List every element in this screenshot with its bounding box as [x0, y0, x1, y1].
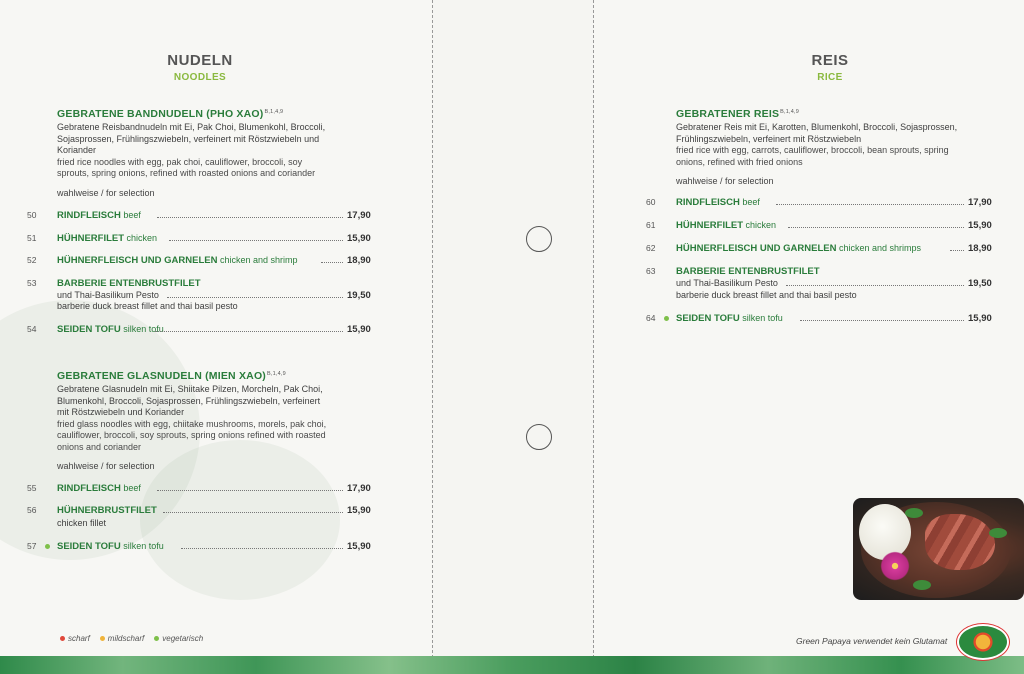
legend-item-scharf: scharf: [60, 634, 90, 643]
section-title-nudeln: NUDELN: [167, 52, 233, 69]
selection-note: wahlweise / for selection: [676, 176, 774, 186]
menu-item-detail: und Thai-Basilikum Pesto: [676, 278, 778, 288]
papaya-icon: [963, 630, 1003, 654]
herb: [913, 580, 931, 590]
menu-item-price-row: 19,50: [27, 290, 377, 302]
menu-item[interactable]: 60 RINDFLEISCH beef 17,90: [646, 197, 992, 208]
green-dot-icon: [154, 636, 159, 641]
dish-title-gebratener-reis: GEBRATENER $REIS^{B,1,4,9}$: [676, 108, 799, 120]
section-subtitle-rice: RICE: [817, 72, 843, 83]
menu-item-detail-en: barberie duck breast fillet and thai basil pesto: [57, 301, 238, 311]
dish-title-mien-xao: GEBRATENE GLASNUDELN (MIEN XAO)$^{B,1,4,9}$: [57, 370, 286, 382]
menu-item[interactable]: 61 HÜHNERFILET chicken 15,90: [646, 220, 992, 231]
menu-item[interactable]: 63 BARBERIE ENTENBRUSTFILET: [646, 266, 820, 277]
menu-item-detail-en: chicken fillet: [57, 518, 107, 528]
menu-item[interactable]: 56 HÜHNERBRUSTFILET 15,90: [27, 505, 371, 516]
left-page: [0, 0, 432, 674]
legend-item-mildscharf: mildscharf: [100, 634, 144, 643]
section-subtitle-noodles: NOODLES: [173, 72, 227, 83]
menu-item-detail-en: barberie duck breast fillet and thai basil pesto: [676, 290, 857, 300]
vegetarian-dot-icon: [664, 316, 669, 321]
menu-item[interactable]: 55 RINDFLEISCH beef 17,90: [27, 483, 371, 494]
dish-title-pho-xao: GEBRATENE BANDNUDELN (PHO XAO)$^{B,1,4,9}$: [57, 108, 284, 120]
leaf-decoration: [140, 440, 340, 600]
herb: [905, 508, 923, 518]
middle-page: [433, 0, 593, 674]
fold-line: [593, 0, 594, 658]
menu-item[interactable]: 52 HÜHNERFLEISCH UND GARNELEN chicken and shrimp 18,90: [27, 255, 371, 266]
menu-item[interactable]: 51 HÜHNERFILET chicken 15,90: [27, 233, 371, 244]
bottom-leaf-band: [0, 656, 1024, 674]
menu-item[interactable]: 57 SEIDEN TOFU silken tofu 15,90: [27, 541, 371, 552]
menu-item[interactable]: 54 SEIDEN TOFU silken tofu 15,90: [27, 324, 371, 335]
vegetarian-dot-icon: [45, 544, 50, 549]
dish-description-reis: Gebratener Reis mit Ei, Karotten, Blumenkohl, Broccoli, Sojasprossen, Frühlingszwiebeln, verfeinert mit Röstzwiebeln fried rice with egg, carrots, cauliflower, broccoli, bean sprouts, spring onions, refined with fried onions: [676, 122, 958, 167]
punch-hole: [526, 226, 552, 252]
legend: [60, 634, 203, 643]
fold-line: [432, 0, 433, 658]
menu-item[interactable]: 53 BARBERIE ENTENBRUSTFILET: [27, 278, 201, 289]
red-dot-icon: [60, 636, 65, 641]
menu-item-detail: und Thai-Basilikum Pesto: [57, 290, 159, 300]
section-title-reis: REIS: [811, 52, 849, 69]
legend-item-vegetarisch: vegetarisch: [154, 634, 203, 643]
herb: [989, 528, 1007, 538]
glutamat-note: Green Papaya verwendet kein Glutamat: [796, 636, 948, 646]
punch-hole: [526, 424, 552, 450]
orchid-flower: [877, 550, 913, 582]
selection-note: wahlweise / for selection: [57, 461, 155, 471]
selection-note: wahlweise / for selection: [57, 188, 155, 198]
menu-item-price-row: 19,50: [646, 278, 1006, 290]
menu-item[interactable]: 64 SEIDEN TOFU silken tofu 15,90: [646, 313, 992, 324]
dish-description-pho-xao: Gebratene Reisbandnudeln mit Ei, Pak Choi, Blumenkohl, Broccoli, Sojasprossen, Frühlingszwiebeln, verfeinert mit Röstzwiebeln und Koriander fried rice noodles with egg, pak choi, cauliflower, broccoli, soy sprouts, spring onions, refined with roasted onions and coriander: [57, 122, 326, 178]
menu-item[interactable]: 50 RINDFLEISCH beef 17,90: [27, 210, 371, 221]
green-papaya-logo: [957, 624, 1009, 660]
food-photo: [853, 498, 1024, 600]
menu-item[interactable]: 62 HÜHNERFLEISCH UND GARNELEN chicken and shrimps 18,90: [646, 243, 992, 254]
dish-description-mien-xao: Gebratene Glasnudeln mit Ei, Shiitake Pilzen, Morcheln, Pak Choi, Blumenkohl, Broccoli, Sojasprossen, Frühlingszwiebeln, verfeinert mit Röstzwiebeln und Koriander fried glass noodles with egg, chiitake mushrooms, morels, pak choi, cauliflower, broccoli, soy sprouts, spring onions refined with roasted onions and coriander: [57, 384, 327, 452]
orange-dot-icon: [100, 636, 105, 641]
